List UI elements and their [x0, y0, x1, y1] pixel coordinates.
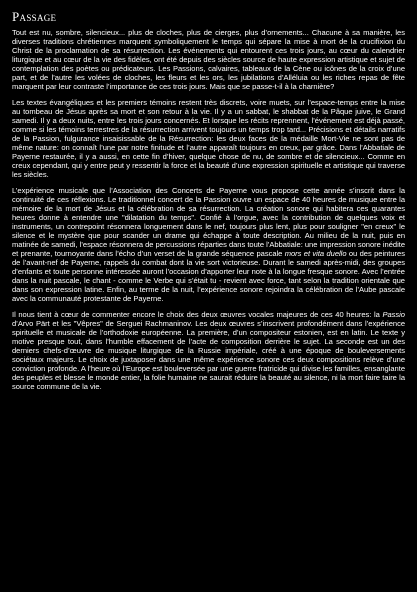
- text-run: Tout est nu, sombre, silencieux... plus de cloches, plus de cierges, plus d’ornements... Chacune à sa manière, les diverses traditions chrétiennes marquent symboliquement le temps qui sépare la mise à mort de la crucifixion du Christ de la proclamation de sa résurrection. Les événements qui entourent ces trois jours, au cœur du calendrier liturgique et au cœur de la vie des fidèles, ont été depuis des siècles source de haute expression artistique et sujet de contemplation des poètes ou prédicateurs. Les Passions, calvaires, tableaux de la Cène ou icônes de la croix d’une part, et de l’autre les volées de cloches, les fleurs et les ors, les jubilations d’Alléluia ou les riches repas de fête marquent par leur contraste l’importance de ces trois jours. Mais que se passe-t-il à la charnière?: [12, 28, 405, 92]
- text-run: Les textes évangéliques et les premiers témoins restent très discrets, voire muets, sur l’espace-temps entre la mise au tombeau de Jésus après sa mort et son retour à la vie. Il y a un sabbat, le shabbat de la Pâque juive, le Grand samedi. Il y a deux nuits, entre les trois jours concernés. Et lorsque les récits reprennent, l’événement est déjà passé, comme si les témoins terrestres de la résurrection arrivent toujours un temps trop tard... Précisions et détails narratifs de la Passion, fulgurance insaisissable de la Résurrection: les deux faces de la médaille Mort-Vie ne sont pas de même nature: on connaît l’une par notre finitude et l’autre apparaît toujours en creux, par grâce. Dans l’Abbatiale de Payerne restaurée, il y a aussi, en cette fin d’hiver, quelque chose de nu, de sombre et de silencieux... Comme en creux cependant, qui y entre peut y ressentir la force et la beauté d’une expression spirituelle et artistique qui traverse les siècles.: [12, 97, 405, 180]
- paragraph-1: [12, 28, 405, 91]
- text-run: d’Arvo Pärt et les "Vêpres" de Serguei Rachmaninov. Les deux œuvres s’inscrivent profondément dans l’expérience spirituelle et musicale de l’orthodoxie européenne. La première, d’un compositeur estonien, est en latin. Le texte y motive presque tout, dans l’humble effacement de l’acte de composition derrière le sujet. La seconde est un des derniers chefs-d’œuvre de musique liturgique de la Russie impériale, créé à une époque de bouleversements sociétaux majeurs. Le choix de juxtaposer dans une même expérience sonore ces deux compositions relève d’une conviction profonde. A l’heure où l’Europe est bouleversée par une guerre fratricide qui divise les familles, ensanglante des peuples et blesse le monde entier, la folie humaine ne saurait réduire la beauté au silence, ni la mort faire taire la source commune de la vie.: [12, 318, 405, 392]
- italic-text-run: mors et vita duello: [284, 249, 347, 259]
- paragraph-2: [12, 98, 405, 179]
- paragraph-3: [12, 186, 405, 304]
- page-title: Passage: [12, 9, 57, 24]
- text-run: Il nous tient à cœur de commenter encore le choix des deux œuvres vocales majeures de ces 40 heures: la: [12, 309, 383, 319]
- text-run: L’expérience musicale que l’Association des Concerts de Payerne vous propose cette année s’inscrit dans la continuité de ces réflexions. Le traditionnel concert de la Passion ouvre un espace de 40 heures de musique entre la mémoire de la mort de Jésus et la célébration de sa résurrection. La création sonore qui habitera ces quarantes heures donne à entendre une "dilatation du temps". Confié à l’orgue, avec la contribution de quelques voix et instruments, un contrepoint résonnera longuement dans le nef, toujours plus lent, plus pour souligner "en creux" le silence et le mystère que pour scander un drame qui échappe à toute description. Au milieu de la nuit, puis en matinée de samedi, l’espace résonnera de percussions réparties dans toute l’Abbatiale: une impression sonore inédite et prenante, tournoyante dans l’écho d’un verset de la grande séquence pascale: [12, 185, 405, 259]
- paragraph-4: [12, 310, 405, 391]
- body-text: [12, 28, 405, 391]
- italic-text-run: Passio: [382, 309, 405, 319]
- text-run: ou des peintures de l’avant-nef de Payerne, rappels du combat dont la vie sort victorieuse. Durant le samedi après-midi, des groupes d’enfants et toute personne intéressée auront l’occasion d’apporter leur note à la longue fresque sonore. Avec l’entrée dans la nuit pascale, le chant - comme le Verbe qui s’était tu - revient avec force, tant selon la tradition orientale que dans son expression latine. Enfin, au terme de la nuit, l’expérience sonore rejoindra la célébration de l’Aube pascale avec la communauté protestante de Payerne.: [12, 249, 405, 304]
